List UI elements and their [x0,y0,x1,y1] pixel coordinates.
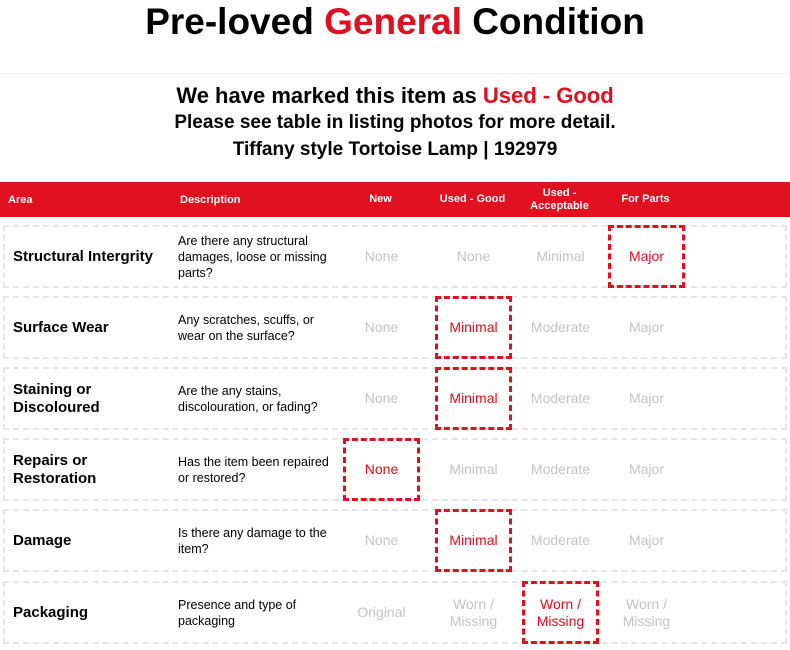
row-area-label: Repairs or Restoration [13,451,97,487]
rating-cell: Major [628,532,664,548]
selected-rating-cell: Minimal [435,367,512,430]
column-header-description: Description [180,193,241,206]
title-pre: Pre-loved [145,1,314,42]
column-header-used-acceptable: Used - Acceptable [530,186,589,212]
rating-cell: None [364,532,399,548]
divider [0,73,790,74]
rating-cell: Moderate [530,532,591,548]
rating-cell: Original [357,604,406,620]
rating-cell: Major [628,390,664,406]
rating-cell: Minimal [536,248,585,264]
rating-cell: None [456,248,491,264]
row-description: Is there any damage to the item? [178,525,327,556]
column-header-new: New [369,193,392,205]
row-area-label: Damage [13,531,72,549]
table-row [3,438,787,501]
column-header-used-good: Used - Good [439,193,506,205]
rating-cell: Moderate [530,461,591,477]
page-title [0,0,790,44]
title-accent: General [324,1,462,42]
column-header-area: Area [8,193,33,206]
column-header-for-parts: For Parts [621,193,670,205]
title-post: Condition [472,1,645,42]
row-description: Are the any stains, discolouration, or fading? [178,383,318,414]
table-row [3,296,787,359]
rating-cell: Moderate [530,319,591,335]
item-line: Tiffany style Tortoise Lamp | 192979 [232,139,558,160]
rating-cell: Moderate [530,390,591,406]
table-header [0,182,790,217]
table-row [3,367,787,430]
selected-rating-cell: Minimal [435,509,512,572]
rating-cell: Minimal [449,461,498,477]
rating-cell: None [364,390,399,406]
see-table-note: Please see table in listing photos for more detail. [174,112,616,133]
row-area-label: Staining or Discoloured [13,380,100,416]
selected-rating-cell: Minimal [435,296,512,359]
row-description: Presence and type of packaging [178,597,297,628]
table-row [3,581,787,644]
marked-value: Used - Good [482,83,614,108]
row-area-label: Packaging [13,603,89,621]
selected-rating-cell: Worn / Missing [522,581,599,644]
rating-cell: Worn / Missing [449,595,498,629]
rating-cell: None [364,319,399,335]
rating-cell: Major [628,461,664,477]
marked-prefix: We have marked this item as [176,83,477,108]
row-area-label: Structural Intergrity [13,247,154,265]
table-row [3,509,787,572]
selected-rating-cell: None [343,438,420,501]
table-row [3,225,787,288]
row-area-label: Surface Wear [13,318,109,336]
row-description: Are there any structural damages, loose or missing parts? [178,233,327,280]
selected-rating-cell: Major [608,225,685,288]
marked-line [0,82,790,110]
rating-cell: Worn / Missing [622,595,671,629]
rating-cell: Major [628,319,664,335]
row-description: Has the item been repaired or restored? [178,454,329,485]
rating-cell: None [364,248,399,264]
row-description: Any scratches, scuffs, or wear on the surface? [178,312,314,343]
